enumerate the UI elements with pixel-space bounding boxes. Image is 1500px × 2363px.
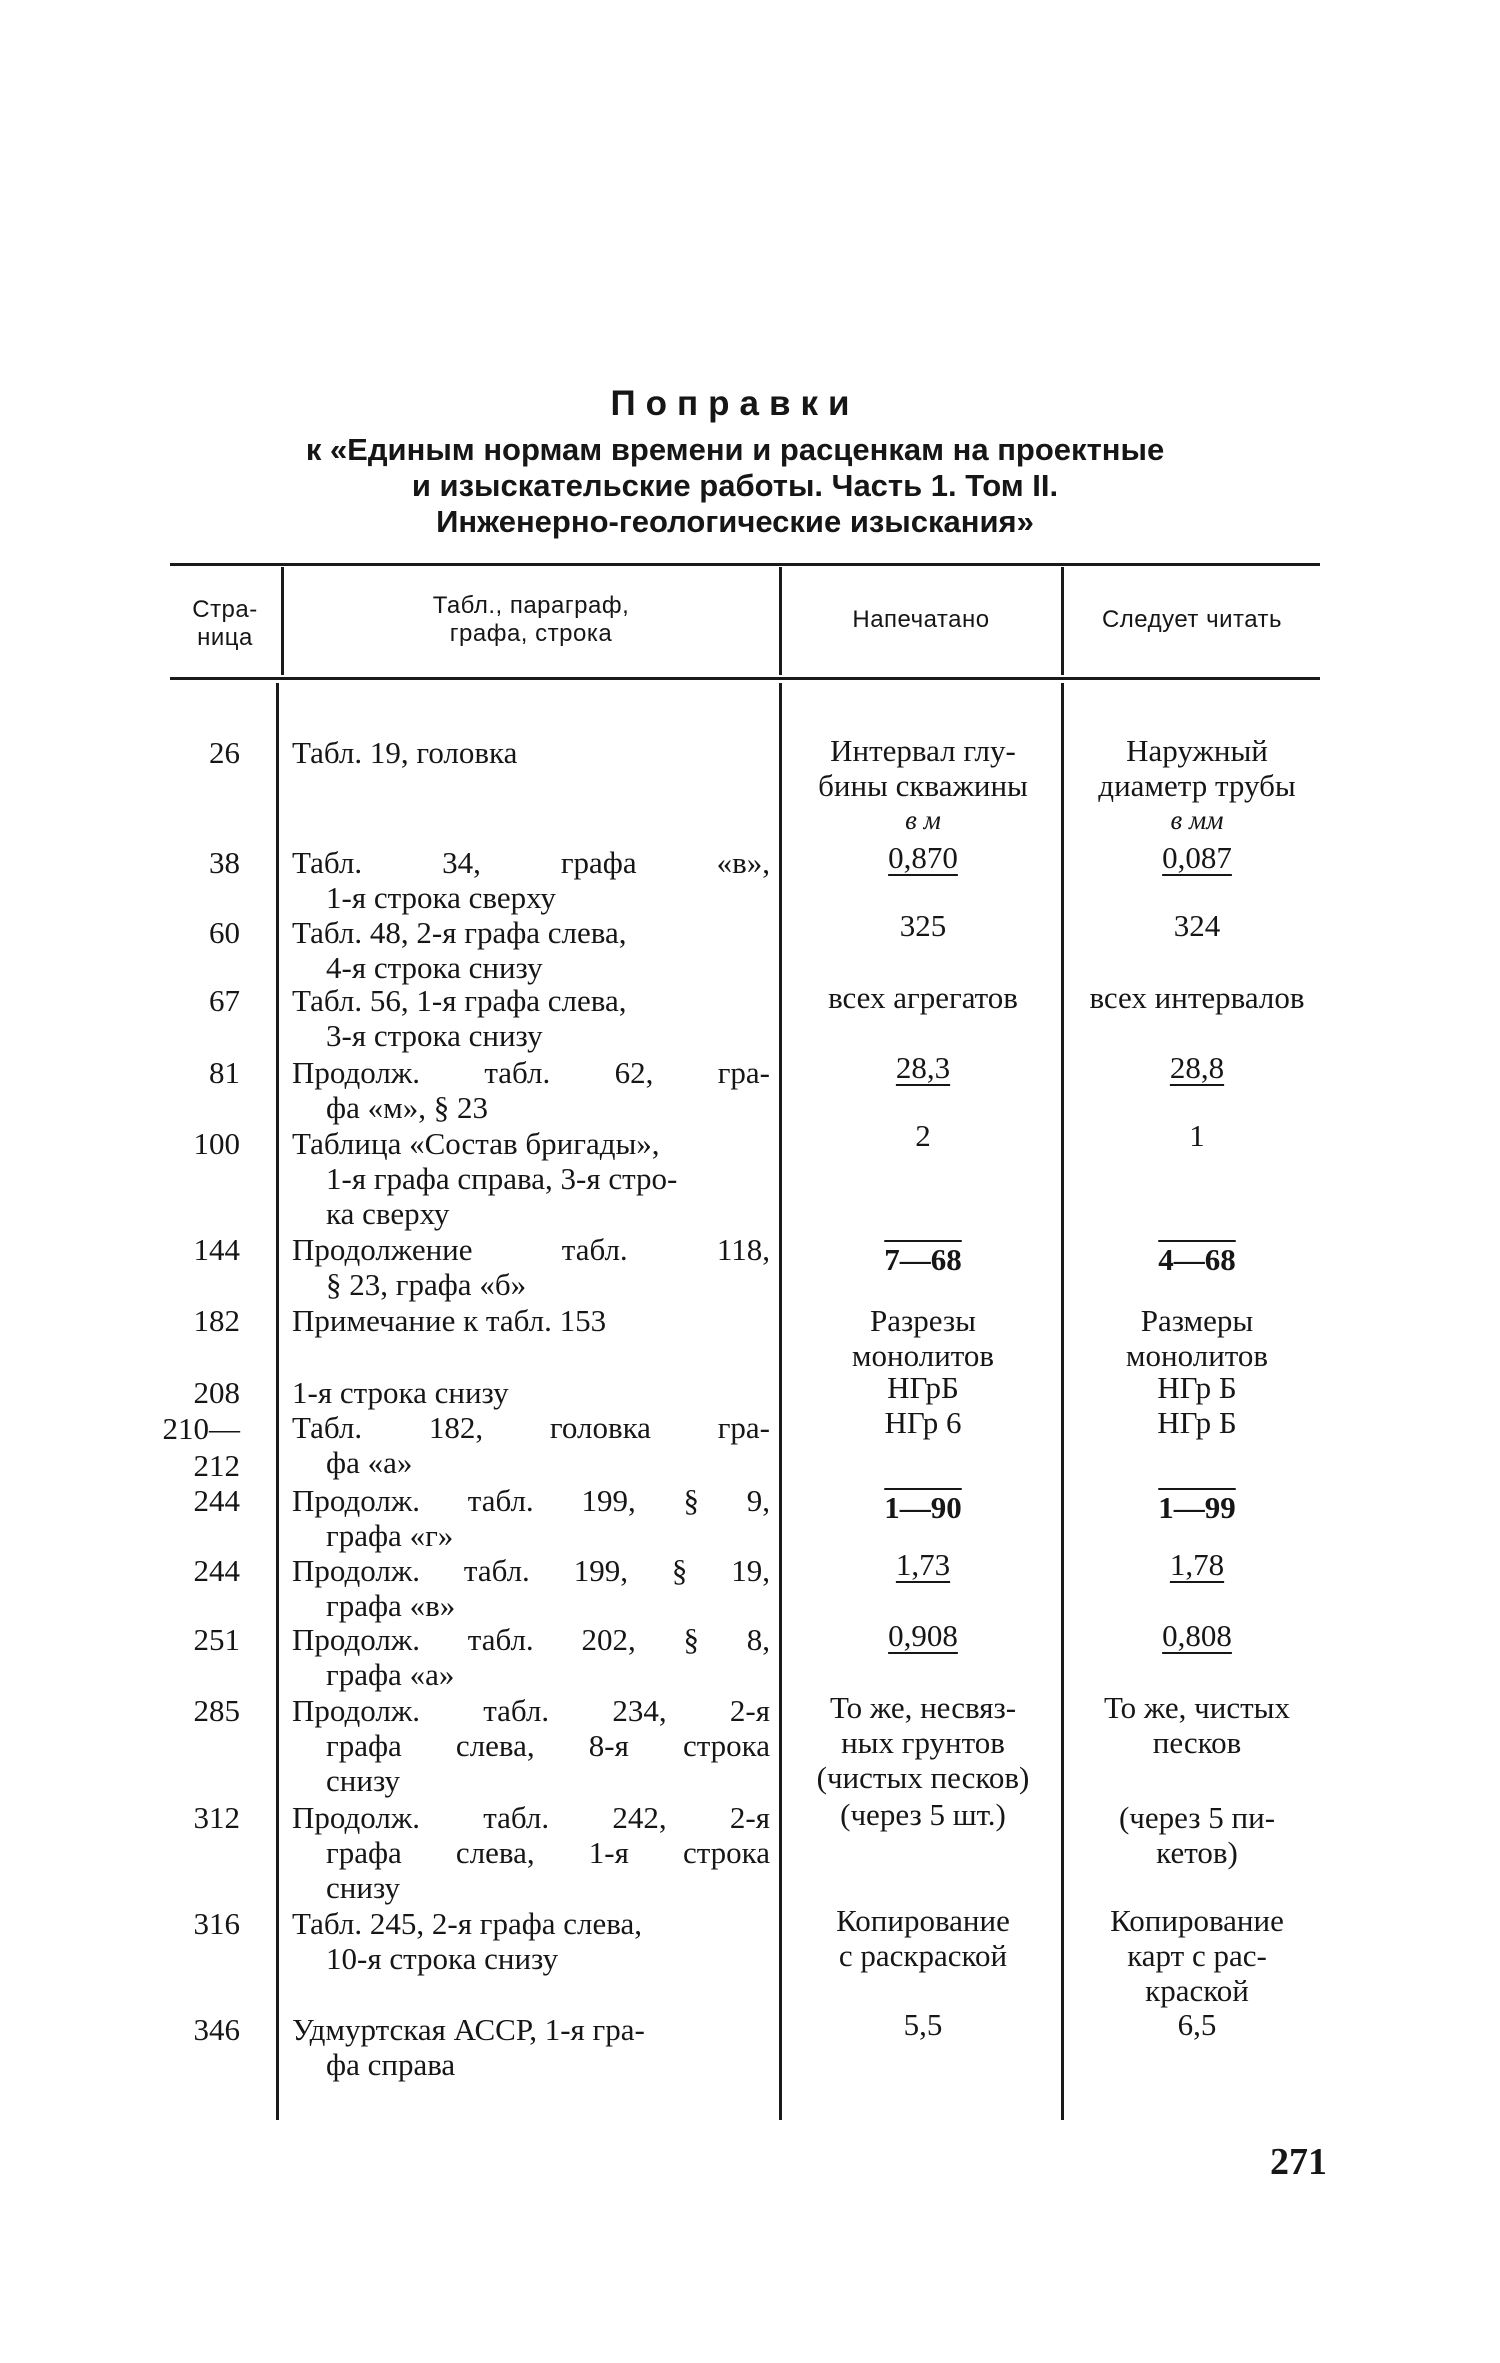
printed-cell: 28,3 bbox=[895, 1050, 951, 1085]
document-subtitle-line-2: и изыскательские работы. Часть 1. Том II. bbox=[411, 468, 1059, 503]
should-read-cell: НГр Б bbox=[1157, 1370, 1237, 1405]
page-cell: 316 bbox=[193, 1906, 240, 1941]
page-cell: 285 bbox=[193, 1693, 240, 1728]
should-read-cell: 324 bbox=[1173, 908, 1221, 943]
page-cell: 244 bbox=[193, 1553, 240, 1588]
document-subtitle-line-3: Инженерно-геологические изыскания» bbox=[436, 504, 1034, 539]
reference-cell: Продолж. табл. 199, § 19, графа «в» bbox=[292, 1553, 770, 1623]
reference-cell: Таблица «Состав бригады», 1-я графа справа, 3-я стро- ка сверху bbox=[292, 1126, 678, 1231]
page-number: 271 bbox=[1270, 2141, 1327, 2183]
should-read-cell: 0,087 bbox=[1162, 840, 1232, 875]
printed-cell: Разрезы монолитов bbox=[851, 1303, 995, 1373]
reference-cell: Табл. 19, головка bbox=[292, 735, 518, 770]
should-read-cell: Копирование карт с рас- краской bbox=[1110, 1903, 1284, 2008]
printed-cell: (через 5 шт.) bbox=[840, 1797, 1006, 1832]
should-read-cell: То же, чистых песков bbox=[1104, 1690, 1290, 1760]
reference-cell: Табл. 245, 2-я графа слева, 10-я строка снизу bbox=[292, 1906, 643, 1976]
should-read-cell: 28,8 bbox=[1169, 1050, 1225, 1085]
should-read-cell: всех интервалов bbox=[1089, 980, 1305, 1015]
page-cell: 251 bbox=[193, 1622, 240, 1657]
document-subtitle-line-1: к «Единым нормам времени и расценкам на проектные bbox=[305, 432, 1165, 467]
printed-cell: 0,908 bbox=[888, 1618, 958, 1653]
reference-cell: Продолж. табл. 242, 2-я графа слева, 1-я строка снизу bbox=[292, 1800, 770, 1905]
printed-cell: НГрБ bbox=[887, 1370, 959, 1405]
reference-cell: Продолж. табл. 62, гра- фа «м», § 23 bbox=[292, 1055, 770, 1125]
document-title: Поправки bbox=[610, 384, 860, 423]
page-cell: 26 bbox=[209, 735, 240, 770]
column-header-page: Стра- ница bbox=[192, 596, 258, 651]
should-read-cell: (через 5 пи- кетов) bbox=[1118, 1800, 1276, 1870]
page-cell: 208 bbox=[193, 1375, 240, 1410]
column-header-should-read: Следует читать bbox=[1101, 606, 1283, 633]
printed-cell: НГр 6 bbox=[884, 1405, 962, 1440]
column-header-reference: Табл., параграф, графа, строка bbox=[432, 592, 630, 647]
reference-cell: Примечание к табл. 153 bbox=[292, 1303, 607, 1338]
reference-cell: Табл. 56, 1-я графа слева, 3-я строка снизу bbox=[292, 983, 627, 1053]
table-header-rule bbox=[170, 677, 1320, 680]
reference-cell: Табл. 48, 2-я графа слева, 4-я строка снизу bbox=[292, 915, 627, 985]
reference-cell: Продолж. табл. 202, § 8, графа «а» bbox=[292, 1622, 770, 1692]
page-cell: 346 bbox=[193, 2012, 240, 2047]
should-read-cell: Размеры монолитов bbox=[1125, 1303, 1269, 1373]
printed-cell: всех агрегатов bbox=[828, 980, 1018, 1015]
table-top-rule bbox=[170, 563, 1320, 566]
page-cell: 60 bbox=[209, 915, 240, 950]
printed-cell: 0,870 bbox=[888, 840, 958, 875]
reference-cell: Удмуртская АССР, 1-я гра- фа справа bbox=[292, 2012, 645, 2082]
body-divider-1 bbox=[276, 683, 279, 2120]
should-read-cell: НГр Б bbox=[1157, 1405, 1237, 1440]
should-read-cell: Наружный диаметр трубы в мм bbox=[1098, 733, 1296, 835]
printed-cell: То же, несвяз- ных грунтов (чистых песков) bbox=[816, 1690, 1030, 1795]
reference-cell: Продолж. табл. 199, § 9, графа «г» bbox=[292, 1483, 770, 1553]
reference-cell: Продолжение табл. 118, § 23, графа «б» bbox=[292, 1232, 770, 1302]
reference-cell: 1-я строка снизу bbox=[292, 1375, 509, 1410]
page-cell: 182 bbox=[193, 1303, 240, 1338]
printed-cell: 5,5 bbox=[903, 2007, 943, 2042]
page-cell: 312 bbox=[193, 1800, 240, 1835]
should-read-cell: 4—68 bbox=[1158, 1242, 1236, 1277]
printed-cell: Копирование с раскраской bbox=[836, 1903, 1010, 1973]
should-read-cell: 1,78 bbox=[1169, 1547, 1225, 1582]
should-read-cell: 1 bbox=[1189, 1118, 1205, 1153]
page-cell: 210— 212 bbox=[162, 1411, 240, 1483]
reference-cell: Табл. 34, графа «в», 1-я строка сверху bbox=[292, 845, 770, 915]
printed-cell: Интервал глу- бины скважины в м bbox=[818, 733, 1028, 835]
page-cell: 144 bbox=[193, 1232, 240, 1267]
page-cell: 67 bbox=[209, 983, 240, 1018]
column-header-printed: Напечатано bbox=[852, 606, 990, 633]
reference-cell: Табл. 182, головка гра- фа «а» bbox=[292, 1410, 770, 1480]
page-cell: 38 bbox=[209, 845, 240, 880]
printed-cell: 1,73 bbox=[895, 1547, 951, 1582]
page-cell: 81 bbox=[209, 1055, 240, 1090]
printed-cell: 325 bbox=[899, 908, 947, 943]
printed-cell: 1—90 bbox=[884, 1490, 962, 1525]
should-read-cell: 6,5 bbox=[1177, 2007, 1217, 2042]
reference-cell: Продолж. табл. 234, 2-я графа слева, 8-я строка снизу bbox=[292, 1693, 770, 1798]
should-read-cell: 0,808 bbox=[1162, 1618, 1232, 1653]
should-read-cell: 1—99 bbox=[1158, 1490, 1236, 1525]
page-cell: 100 bbox=[193, 1126, 240, 1161]
printed-cell: 7—68 bbox=[884, 1242, 962, 1277]
printed-cell: 2 bbox=[915, 1118, 931, 1153]
page-cell: 244 bbox=[193, 1483, 240, 1518]
